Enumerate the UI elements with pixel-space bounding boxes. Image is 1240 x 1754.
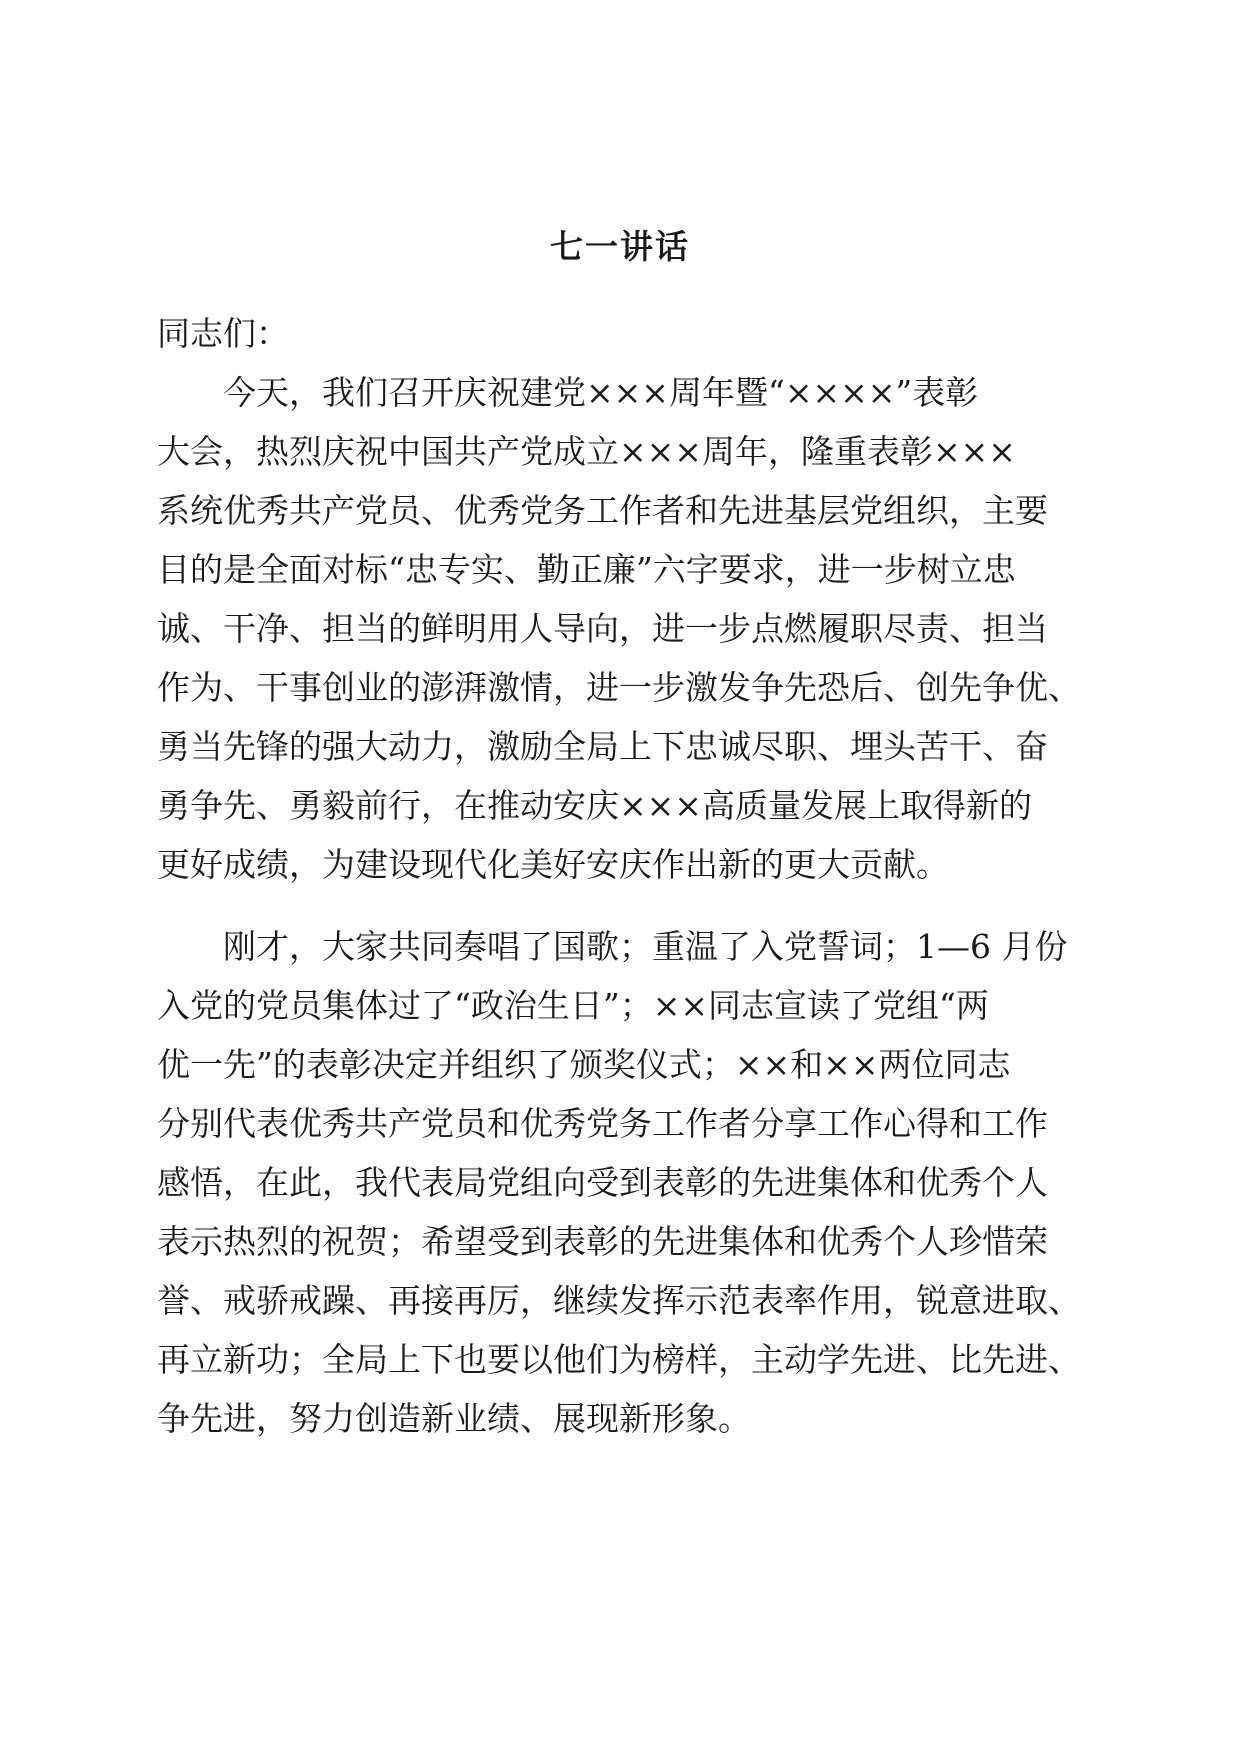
paragraph-2-line-5: 感悟，在此，我代表局党组向受到表彰的先进集体和优秀个人: [157, 1163, 1048, 1202]
paragraph-1-line-5: 诚、干净、担当的鲜明用人导向，进一步点燃履职尽责、担当: [157, 609, 1048, 648]
paragraph-1-line-8: 勇争先、勇毅前行，在推动安庆×××高质量发展上取得新的: [157, 786, 1032, 825]
paragraph-2-line-6: 表示热烈的祝贺；希望受到表彰的先进集体和优秀个人珍惜荣: [157, 1222, 1048, 1261]
paragraph-1-line-3: 系统优秀共产党员、优秀党务工作者和先进基层党组织，主要: [157, 491, 1048, 530]
paragraph-2-line-9: 争先进，努力创造新业绩、展现新形象。: [157, 1399, 751, 1438]
paragraph-1-line-2: 大会，热烈庆祝中国共产党成立×××周年，隆重表彰×××: [157, 432, 1016, 471]
paragraph-2-line-4: 分别代表优秀共产党员和优秀党务工作者分享工作心得和工作: [157, 1104, 1048, 1143]
paragraph-1-line-6: 作为、干事创业的澎湃激情，进一步激发争先恐后、创先争优、: [157, 668, 1081, 707]
salutation-line: 同志们：: [157, 314, 289, 353]
paragraph-2-line-7: 誉、戒骄戒躁、再接再厉，继续发挥示范表率作用，锐意进取、: [157, 1281, 1081, 1320]
paragraph-1-line-9: 更好成绩，为建设现代化美好安庆作出新的更大贡献。: [157, 845, 949, 884]
paragraph-2-line-2: 入党的党员集体过了“政治生日”；××同志宣读了党组“两: [157, 986, 989, 1025]
paragraph-1-line-7: 勇当先锋的强大动力，激励全局上下忠诚尽职、埋头苦干、奋: [157, 727, 1048, 766]
paragraph-2-line-1: 刚才，大家共同奏唱了国歌；重温了入党誓词；1—6 月份: [223, 927, 1068, 966]
document-title: 七一讲话: [550, 227, 690, 266]
paragraph-2-line-8: 再立新功；全局上下也要以他们为榜样，主动学先进、比先进、: [157, 1340, 1081, 1379]
paragraph-1-line-1: 今天，我们召开庆祝建党×××周年暨“××××”表彰: [223, 373, 979, 412]
paragraph-1-line-4: 目的是全面对标“忠专实、勤正廉”六字要求，进一步树立忠: [157, 550, 1016, 589]
paragraph-2-line-3: 优一先”的表彰决定并组织了颁奖仪式；××和××两位同志: [157, 1045, 1011, 1084]
